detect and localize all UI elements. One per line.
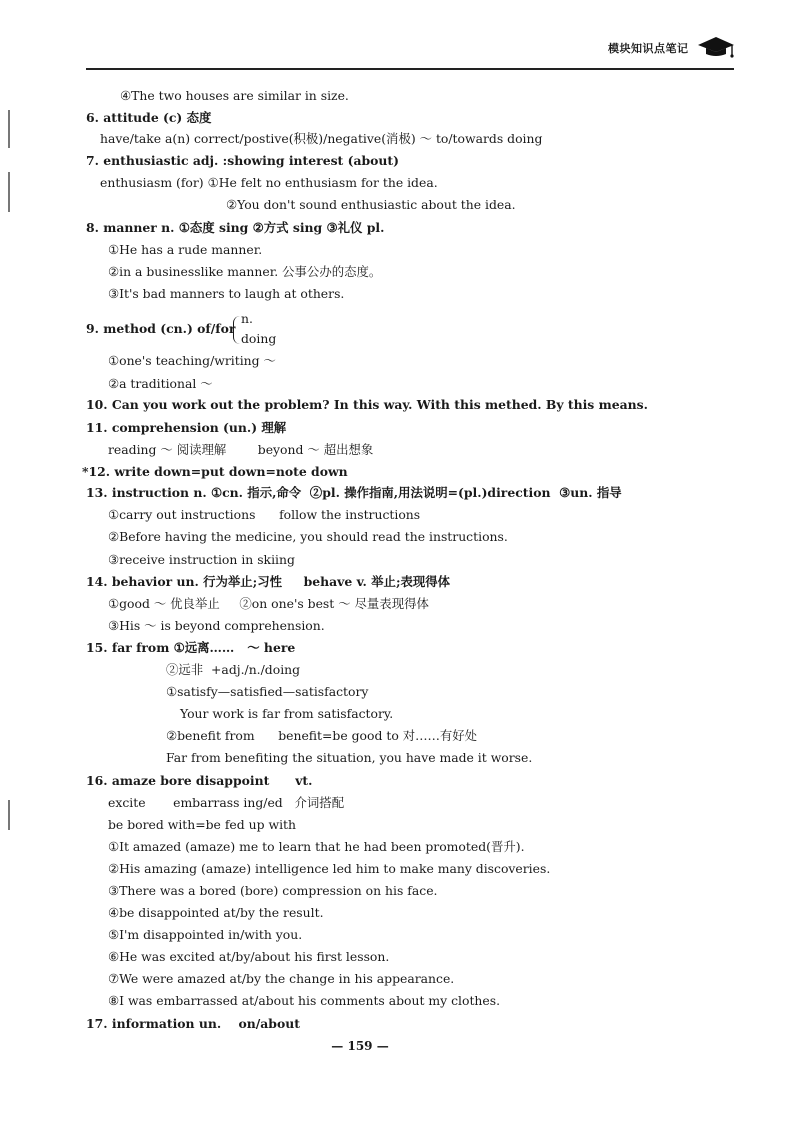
text-line: ⑤I'm disappointed in/with you. [108, 927, 303, 942]
text-line: ③It's bad manners to laugh at others. [108, 286, 345, 301]
scan-edge-mark [8, 110, 10, 148]
text-line: ②远非 +adj./n./doing [166, 662, 301, 677]
section-heading: 7. enthusiastic adj. :showing interest (about) [86, 153, 400, 168]
text-line: ③receive instruction in skiing [108, 552, 295, 567]
text-line: ③His ～ is beyond comprehension. [108, 618, 325, 633]
text-line: ①It amazed (amaze) me to learn that he had been promoted(晋升). [108, 839, 525, 854]
section-heading: 10. Can you work out the problem? In this way. With this methed. By this means. [86, 397, 648, 412]
text-line: ①carry out instructions follow the instructions [108, 507, 421, 522]
scan-edge-mark [8, 172, 10, 212]
section-heading: 15. far from ①远离…… ～ here [86, 640, 296, 655]
header-title: 模块知识点笔记 [608, 42, 689, 55]
page-number: — 159 — [331, 1039, 389, 1053]
section-heading: *12. write down=put down=note down [82, 464, 348, 479]
text-line: ①satisfy—satisfied—satisfactory [166, 684, 369, 699]
section-heading: 9. method (cn.) of/for [86, 321, 236, 336]
text-line: ②Before having the medicine, you should read the instructions. [108, 529, 508, 544]
graduation-cap-icon [696, 34, 736, 58]
text-line: ①one's teaching/writing ～ [108, 353, 276, 368]
header-rule [86, 68, 734, 70]
text-line: ②His amazing (amaze) intelligence led him to make many discoveries. [108, 861, 551, 876]
section-heading: 16. amaze bore disappoint vt. [86, 773, 313, 788]
text-line: ④be disappointed at/by the result. [108, 905, 324, 920]
text-line: ②benefit from benefit=be good to 对……有好处 [166, 728, 478, 743]
text-line: ⑥He was excited at/by/about his first lesson. [108, 949, 390, 964]
text-line: ②a traditional ～ [108, 376, 213, 391]
scan-edge-mark [8, 800, 10, 830]
text-line: excite embarrass ing/ed 介词搭配 [108, 795, 345, 810]
text-line: ②You don't sound enthusiastic about the idea. [226, 197, 516, 212]
text-line: ②in a businesslike manner. 公事公办的态度。 [108, 264, 382, 279]
text-line: enthusiasm (for) ①He felt no enthusiasm for the idea. [100, 175, 438, 190]
text-line: Your work is far from satisfactory. [180, 706, 394, 721]
text-line: doing [241, 331, 277, 346]
section-heading: 11. comprehension (un.) 理解 [86, 420, 287, 435]
text-line: ③There was a bored (bore) compression on his face. [108, 883, 438, 898]
section-heading: 17. information un. on/about [86, 1016, 300, 1031]
section-heading: 14. behavior un. 行为举止;习性 behave v. 举止;表现得体 [86, 574, 451, 589]
section-heading: 6. attitude (c) 态度 [86, 110, 212, 125]
text-line: Far from benefiting the situation, you have made it worse. [166, 750, 533, 765]
text-line: n. [241, 311, 253, 326]
text-line: ①He has a rude manner. [108, 242, 263, 257]
text-line: ④The two houses are similar in size. [120, 88, 349, 103]
section-heading: 8. manner n. ①态度 sing ②方式 sing ③礼仪 pl. [86, 220, 385, 235]
text-line: reading ～ 阅读理解 beyond ～ 超出想象 [108, 442, 374, 457]
text-line: ⑦We were amazed at/by the change in his appearance. [108, 971, 455, 986]
text-line: ①good ～ 优良举止 ②on one's best ～ 尽量表现得体 [108, 596, 429, 611]
text-line: be bored with=be fed up with [108, 817, 297, 832]
section-heading: 13. instruction n. ①cn. 指示,命令 ②pl. 操作指南,用法说明=(pl.)direction ③un. 指导 [86, 485, 622, 500]
text-line: ⑧I was embarrassed at/about his comments about my clothes. [108, 993, 501, 1008]
text-line: have/take a(n) correct/postive(积极)/negative(消极) ～ to/towards doing [100, 131, 543, 146]
